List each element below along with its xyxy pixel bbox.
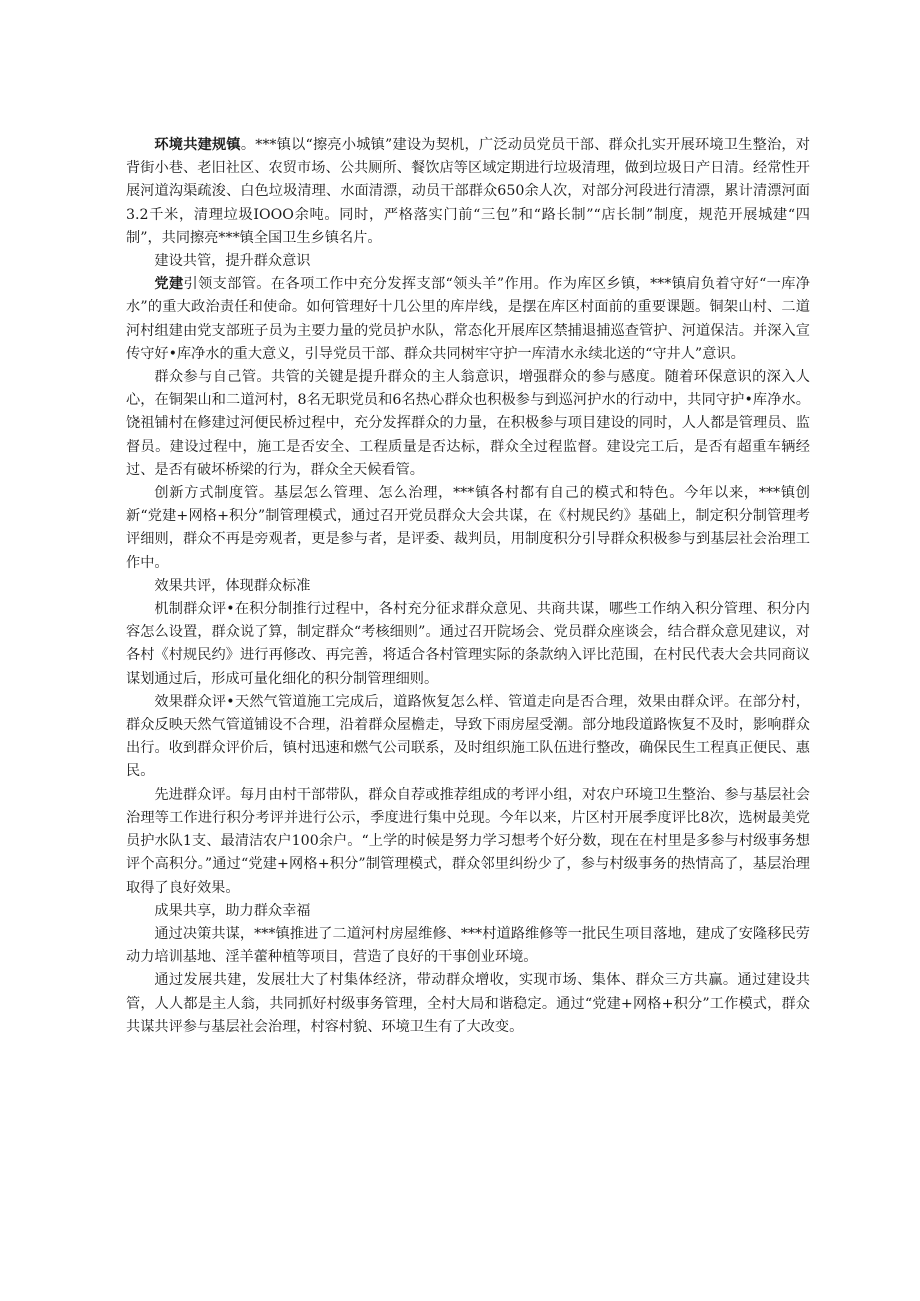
paragraph-system-innovation: 创新方式制度管。基层怎么管理、怎么治理，***镇各村都有自己的模式和特色。今年以来，***镇创新“党建+网格+积分”制管理模式，通过召开党员群众大会共谋，在《村规民约》基础上，制定积分制管理考评细则，群众不再是旁观者，更是参与者，是评委、裁判员，用制度积分引导群众积极参与到基层社会治理工作中。 [126, 485, 810, 571]
paragraph-text: 引领支部管。在各项工作中充分发挥支部“领头羊”作用。作为库区乡镇，***镇肩负着守好“一库净水”的重大政治责任和使命。如何管理好十几公里的库岸线，是摆在库区村面前的重要课题。铜架山村、二道河村组建由党支部班子员为主要力量的党员护水队，常态化开展库区禁捕退捕巡查管护、河道保洁。并深入宣传守好•库净水的重大意义，引导党员干部、群众共同树牢守护一库清水永续北送的“守井人”意识。 [126, 276, 810, 362]
paragraph-lead: 环境共建规镇 [154, 137, 241, 153]
paragraph-decision-planning: 通过决策共谋，***镇推进了二道河村房屋维修、***村道路维修等一批民生项目落地，建成了安隆移民劳动力培训基地、淫羊藿种植等项目，营造了良好的干事创业环境。 [126, 925, 810, 966]
paragraph-public-participation: 群众参与自己管。共管的关键是提升群众的主人翁意识，增强群众的参与感度。随着环保意识的深入人心，在铜架山和二道河村，8名无职党员和6名热心群众也积极参与到巡河护水的行动中，共同守护•库净水。饶祖铺村在修建过河便民桥过程中，充分发挥群众的力量，在积极参与项目建设的同时，人人都是管理员、监督员。建设过程中，施工是否安全、工程质量是否达标，群众全过程监督。建设完工后，是否有超重车辆经过、是否有破坏桥梁的行为，群众全天候看管。 [126, 369, 810, 478]
section-heading-co-evaluation: 效果共评，体现群众标准 [154, 577, 311, 594]
section-heading-co-management: 建设共管，提升群众意识 [154, 253, 311, 270]
paragraph-party-building [126, 273, 810, 366]
section-heading-co-sharing: 成果共享，助力群众幸福 [154, 902, 311, 919]
paragraph-environment [126, 134, 810, 250]
paragraph-text: 。***镇以“擦亮小城镇”建设为契机，广泛动员党员干部、群众扎实开展环境卫生整治，对背街小巷、老旧社区、农贸市场、公共厕所、餐饮店等区域定期进行垃圾清理，做到垃圾日产日清。经常性开展河道沟渠疏浚、白色垃圾清理、水面清漂，动员干部群众650余人次，对部分河段进行清漂，累计清漂河面3.2千米，清理垃圾IOOO余吨。同时，严格落实门前“三包”和“路长制”“店长制”制度，规范开展城建“四制”，共同擦亮***镇全国卫生乡镇名片。 [126, 137, 810, 246]
paragraph-advanced-evaluation: 先进群众评。每月由村干部带队，群众自荐或推荐组成的考评小组，对农户环境卫生整治、参与基层社会治理等工作进行积分考评并进行公示，季度进行集中兑现。今年以来，片区村开展季度评比8次，选树最美党员护水队1支、最清洁农户100余户。“上学的时候是努力学习想考个好分数，现在在村里是多参与村级事务想评个高积分。”通过“党建+网格+积分”制管理模式，群众邻里纠纷少了，参与村级事务的热情高了，基层治理取得了良好效果。 [126, 786, 810, 896]
paragraph-development: 通过发展共建，发展壮大了村集体经济，带动群众增收，实现市场、集体、群众三方共赢。通过建设共管，人人都是主人翁，共同抓好村级事务管理，全村大局和谐稳定。通过“党建+网格+积分”工作模式，群众共谋共评参与基层社会治理，村容村貌、环境卫生有了大改变。 [126, 972, 810, 1035]
document-body [126, 134, 810, 1039]
paragraph-lead: 党建 [154, 276, 184, 293]
paragraph-mechanism-evaluation: 机制群众评•在积分制推行过程中，各村充分征求群众意见、共商共谋，哪些工作纳入积分管理、积分内容怎么设置，群众说了算，制定群众“考核细则”。通过召开院场会、党员群众座谈会，结合群众意见建议，对各村《村规民约》进行再修改、再完善，将适合各村管理实际的条款纳入评比范围，在村民代表大会共同商议谋划通过后，形成可量化细化的积分制管理细则。 [126, 601, 810, 687]
paragraph-effect-evaluation: 效果群众评•天然气管道施工完成后，道路恢复怎么样、管道走向是否合理，效果由群众评。在部分村，群众反映天然气管道铺设不合理，沿着群众屋檐走，导致下雨房屋受潮。部分地段道路恢复不及时，影响群众出行。收到群众评价后，镇村迅速和燃气公司联系，及时组织施工队伍进行整改，确保民生工程真正便民、惠民。 [126, 693, 810, 780]
